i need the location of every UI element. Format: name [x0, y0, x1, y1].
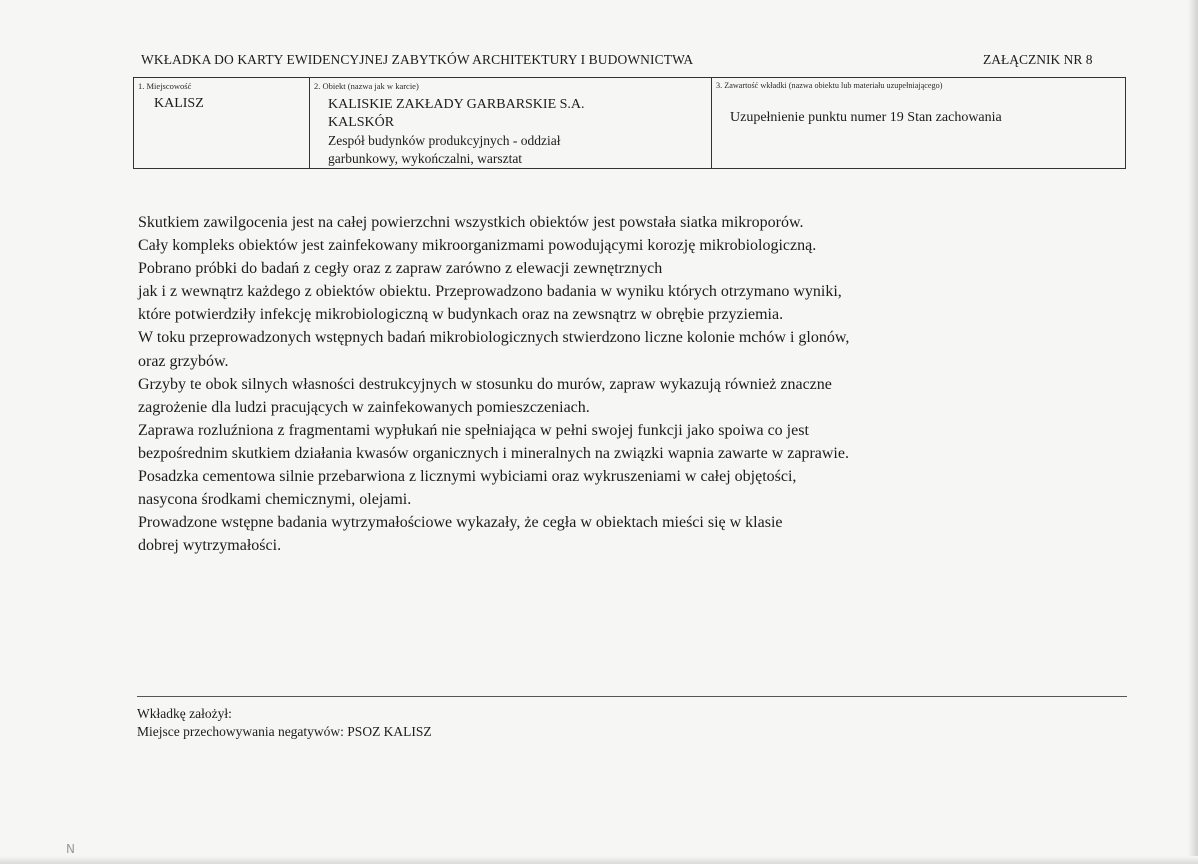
object-cell — [310, 78, 712, 168]
body-line: Grzyby te obok silnych własności destrukcyjnych w stosunku do murów, zapraw wykazują również znaczne — [138, 375, 832, 393]
info-table — [133, 77, 1126, 169]
footer — [137, 705, 432, 741]
negatives-location: Miejsce przechowywania negatywów: PSOZ KALISZ — [137, 724, 432, 739]
body-line: nasycona środkami chemicznymi, olejami. — [138, 491, 412, 509]
body-line: zagrożenie dla ludzi pracujących w zainfekowanych pomieszczeniach. — [138, 398, 590, 416]
content-label: 3. Zawartość wkładki (nazwa obiektu lub materiału uzupełniającego) — [716, 81, 943, 90]
body-line: Pobrano próbki do badań z cegły oraz z zapraw zarówno z elewacji zewnętrznych — [138, 260, 663, 278]
object-line: KALISKIE ZAKŁADY GARBARSKIE S.A. — [328, 97, 585, 112]
locality-cell — [134, 78, 310, 168]
body-line: bezpośrednim skutkiem działania kwasów organicznych i mineralnych na związki wapnia zawarte w zaprawie. — [138, 444, 849, 462]
document-title: WKŁADKA DO KARTY EWIDENCYJNEJ ZABYTKÓW ARCHITEKTURY I BUDOWNICTWA — [141, 52, 694, 67]
object-label: 2. Obiekt (nazwa jak w karcie) — [314, 81, 419, 91]
body-line: które potwierdziły infekcję mikrobiologiczną w budynkach oraz na zewsnątrz w obrębie przyziemia. — [138, 306, 784, 324]
object-line: garbunkowy, wykończalni, warsztat — [328, 151, 523, 166]
body-line: W toku przeprowadzonych wstępnych badań mikrobiologicznych stwierdzono liczne kolonie mchów i glonów, — [138, 329, 850, 347]
object-line: KALSKÓR — [328, 115, 395, 130]
footer-divider — [137, 696, 1127, 697]
body-line: jak i z wewnątrz każdego z obiektów obiektu. Przeprowadzono badania w wyniku których otrzymano wyniki, — [138, 283, 842, 301]
object-line: Zespół budynków produkcyjnych - oddział — [328, 133, 561, 148]
body-line: dobrej wytrzymałości. — [138, 537, 282, 555]
body-line: oraz grzybów. — [138, 352, 229, 370]
locality-value: KALISZ — [154, 96, 204, 111]
body-line: Posadzka cementowa silnie przebarwiona z licznymi wybiciami oraz wykruszeniami w całej objętości, — [138, 468, 797, 486]
body-line: Zaprawa rozluźniona z fragmentami wypłukań nie spełniająca w pełni swojej funkcji jako spoiwa co jest — [138, 421, 809, 439]
content-cell — [712, 78, 1125, 168]
body-line: Cały kompleks obiektów jest zainfekowany mikroorganizmami powodującymi korozję mikrobiologiczną. — [138, 237, 817, 255]
locality-label: 1. Miejscowość — [138, 81, 192, 91]
body-line: Skutkiem zawilgocenia jest na całej powierzchni wszystkich obiektów jest powstała siatka mikroporów. — [138, 214, 804, 231]
created-by: Wkładkę założył: — [137, 706, 232, 721]
corner-mark: N — [66, 842, 75, 856]
body-line: Prowadzone wstępne badania wytrzymałościowe wykazały, że cegła w obiektach mieści się w klasie — [138, 514, 783, 532]
annex-number: ZAŁĄCZNIK NR 8 — [983, 52, 1093, 67]
scan-edge-bottom — [0, 856, 1198, 864]
scan-edge-right — [1188, 0, 1198, 864]
body-text — [138, 211, 849, 557]
object-name — [328, 96, 585, 168]
content-value: Uzupełnienie punktu numer 19 Stan zachowania — [730, 110, 1002, 125]
